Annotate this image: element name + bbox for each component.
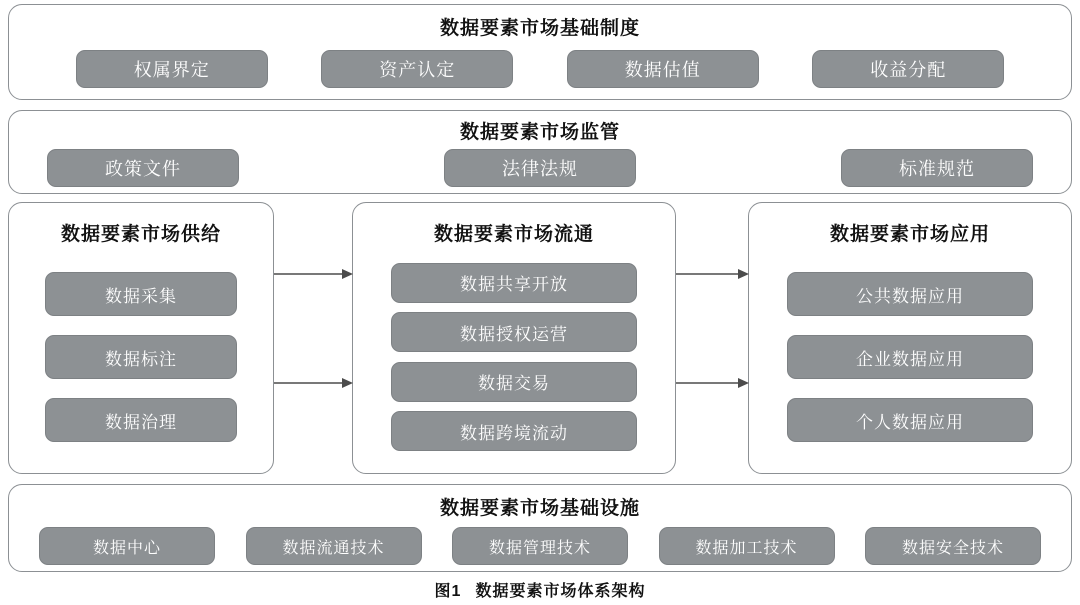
chip-data-trading[interactable]: 数据交易 (391, 362, 637, 402)
section-title-market-circulation: 数据要素市场流通 (433, 224, 594, 245)
section-title-market-supply: 数据要素市场供给 (60, 224, 221, 245)
chip-data-processing-technology[interactable]: 数据加工技术 (659, 527, 835, 565)
chip-data-authorized-operation[interactable]: 数据授权运营 (391, 312, 637, 352)
section-title-infrastructure: 数据要素市场基础设施 (439, 498, 640, 519)
chip-data-collection[interactable]: 数据采集 (45, 272, 237, 316)
chip-data-circulation-technology[interactable]: 数据流通技术 (246, 527, 422, 565)
section-title-basic-institution: 数据要素市场基础制度 (439, 18, 640, 39)
section-infrastructure (8, 484, 1072, 572)
chip-public-data-application[interactable]: 公共数据应用 (787, 272, 1033, 316)
chip-data-valuation[interactable]: 数据估值 (567, 50, 759, 88)
chip-group-market-circulation (353, 253, 675, 461)
chip-data-governance[interactable]: 数据治理 (45, 398, 237, 442)
chip-data-center[interactable]: 数据中心 (39, 527, 215, 565)
section-market-circulation (352, 202, 676, 474)
chip-policy-documents[interactable]: 政策文件 (47, 149, 239, 187)
section-market-supervision (8, 110, 1072, 194)
arrow-circulation-to-application-top (676, 268, 750, 280)
chip-enterprise-data-application[interactable]: 企业数据应用 (787, 335, 1033, 379)
arrow-circulation-to-application-bottom (676, 377, 750, 389)
chip-revenue-distribution[interactable]: 收益分配 (812, 50, 1004, 88)
section-market-application (748, 202, 1072, 474)
figure-caption-number: 图1 (434, 583, 462, 600)
chip-data-annotation[interactable]: 数据标注 (45, 335, 237, 379)
chip-group-basic-institution (9, 50, 1071, 88)
chip-standards-norms[interactable]: 标准规范 (841, 149, 1033, 187)
chip-group-infrastructure (9, 527, 1071, 565)
chip-group-market-supervision (9, 149, 1071, 187)
section-basic-institution (8, 4, 1072, 100)
chip-ownership-definition[interactable]: 权属界定 (76, 50, 268, 88)
chip-personal-data-application[interactable]: 个人数据应用 (787, 398, 1033, 442)
arrow-supply-to-circulation-bottom (274, 377, 354, 389)
chip-group-market-supply (9, 253, 273, 461)
chip-cross-border-data-flow[interactable]: 数据跨境流动 (391, 411, 637, 451)
chip-group-market-application (749, 253, 1071, 461)
chip-data-management-technology[interactable]: 数据管理技术 (452, 527, 628, 565)
chip-asset-recognition[interactable]: 资产认定 (321, 50, 513, 88)
chip-data-security-technology[interactable]: 数据安全技术 (865, 527, 1041, 565)
section-title-market-application: 数据要素市场应用 (829, 224, 990, 245)
section-title-market-supervision: 数据要素市场监管 (459, 122, 620, 143)
chip-data-sharing-open[interactable]: 数据共享开放 (391, 263, 637, 303)
section-market-supply (8, 202, 274, 474)
arrow-supply-to-circulation-top (274, 268, 354, 280)
figure-caption (0, 578, 1080, 601)
chip-laws-regulations[interactable]: 法律法规 (444, 149, 636, 187)
figure-caption-text: 数据要素市场体系架构 (475, 583, 646, 600)
